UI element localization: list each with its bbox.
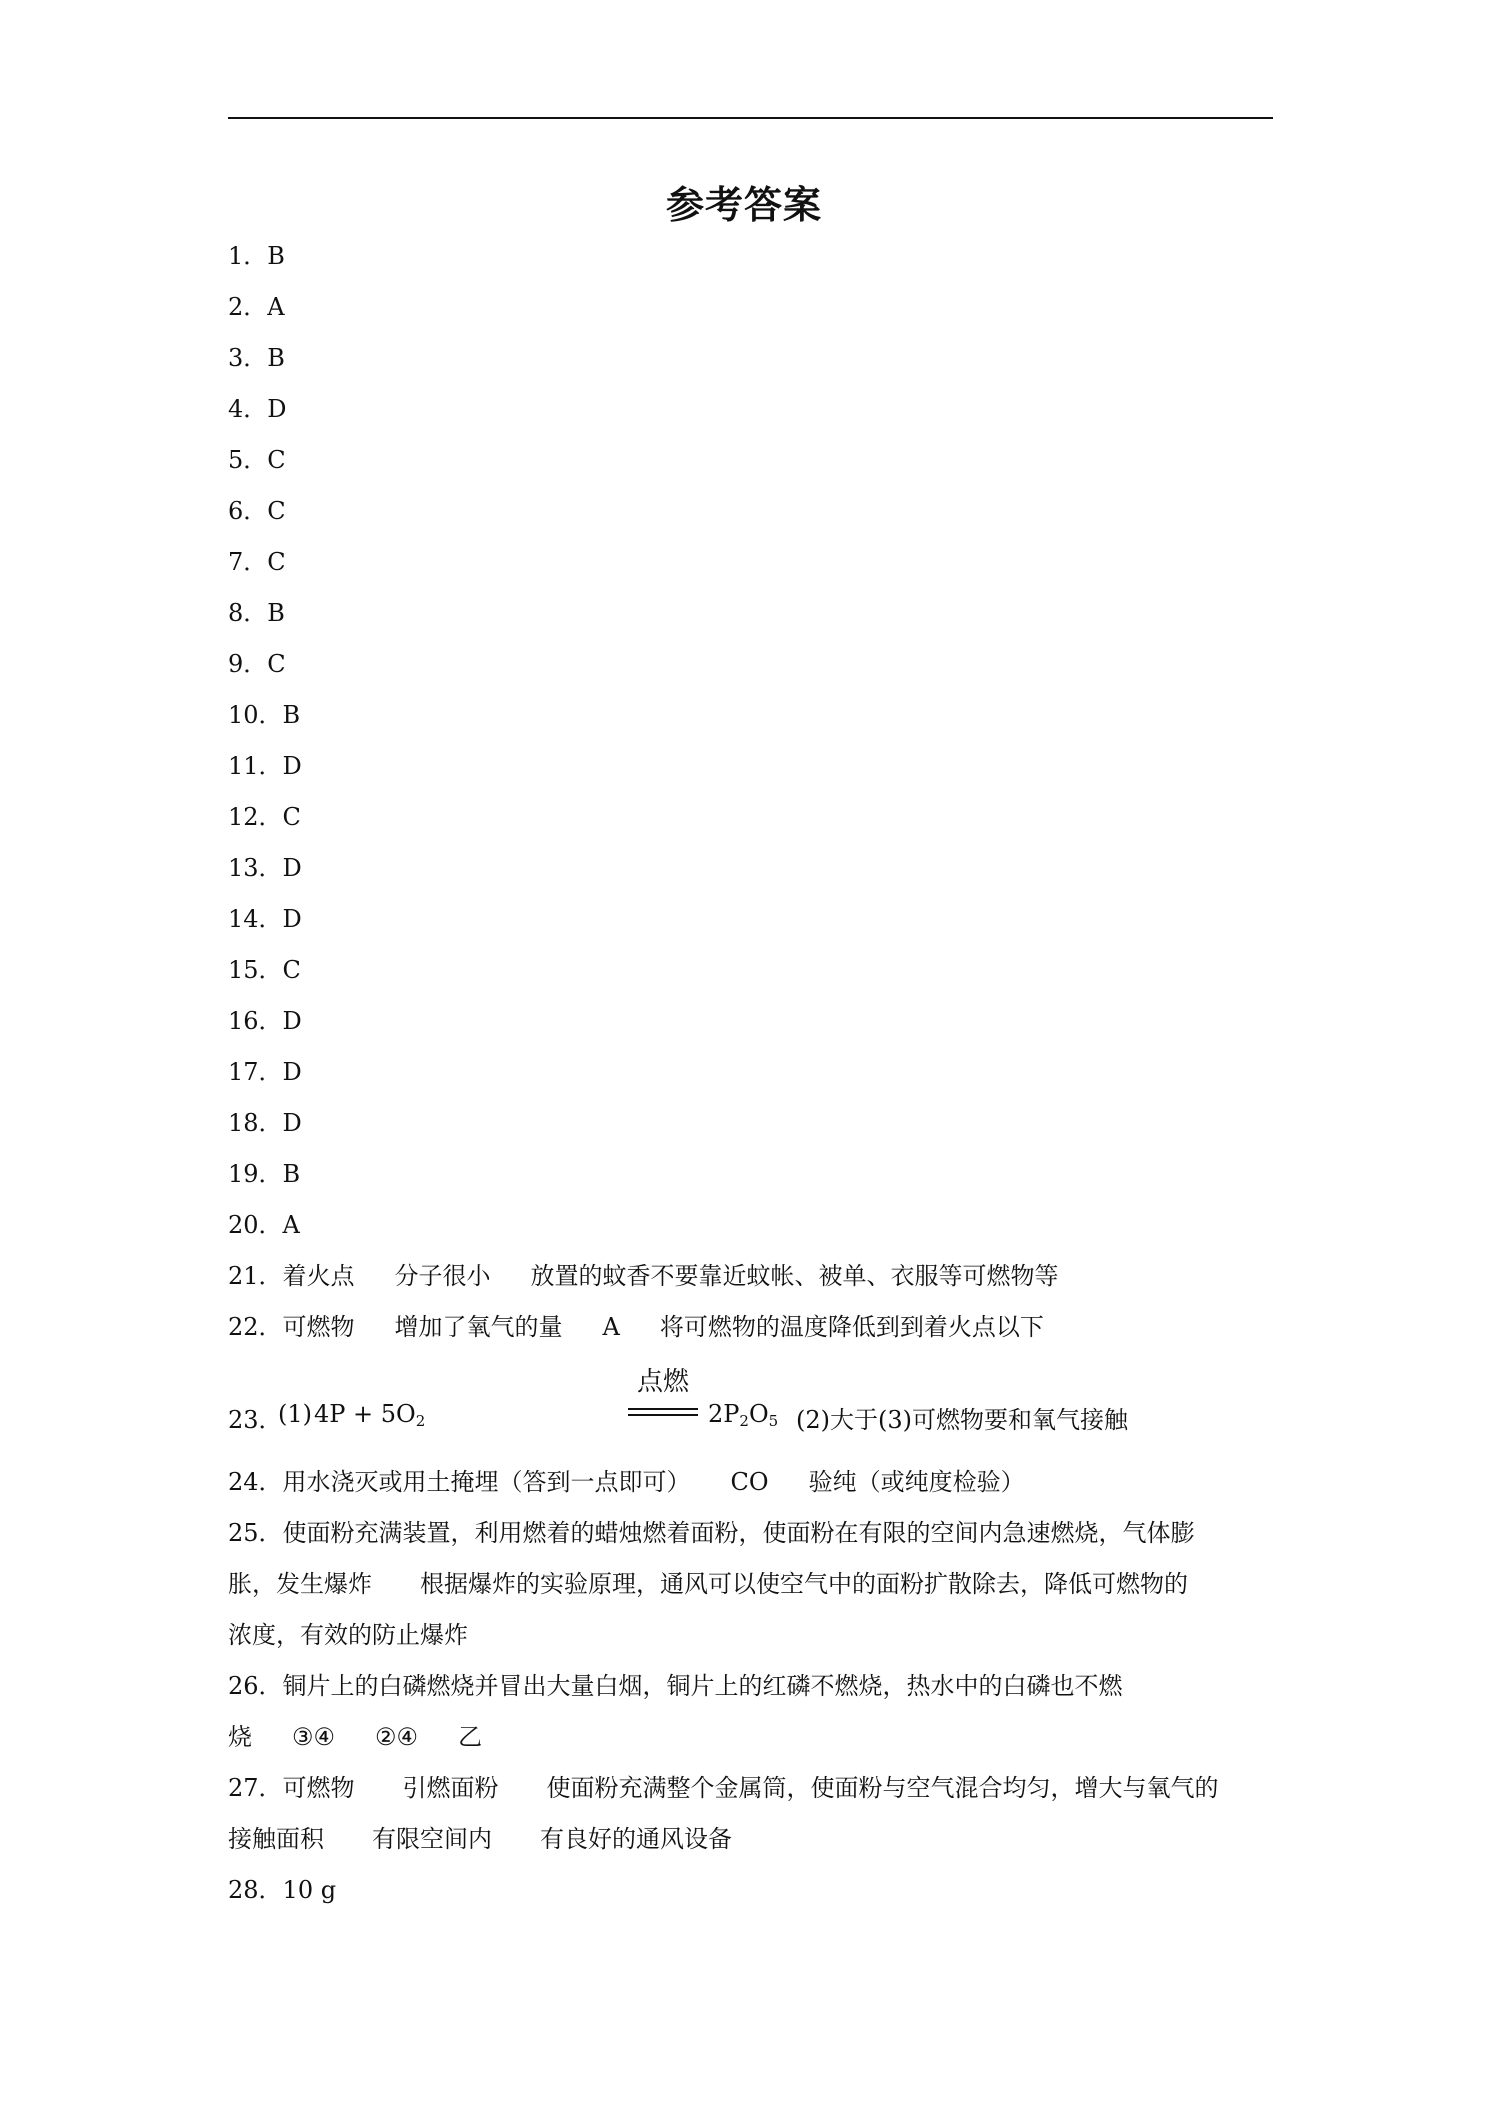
answer-part: A: [602, 1313, 620, 1341]
answer-value: B: [267, 344, 285, 372]
answer-line: 胀，发生爆炸 根据爆炸的实验原理，通风可以使空气中的面粉扩散除去，降低可燃物的: [228, 1570, 1188, 1598]
answer-number: 8．: [228, 599, 268, 627]
answer-number: 21．: [228, 1262, 283, 1290]
answer-number: 7．: [228, 548, 268, 576]
answer-value: A: [282, 1211, 300, 1239]
answer-item: [228, 639, 1276, 690]
answer-item-27: [228, 1763, 1276, 1865]
answer-item-24: [228, 1457, 1276, 1508]
answer-number: 16．: [228, 1007, 283, 1035]
answer-part: ③④: [292, 1723, 336, 1751]
answer-number: 18．: [228, 1109, 283, 1137]
answer-item: [228, 1200, 1276, 1251]
answer-part: ②④: [375, 1723, 419, 1751]
answer-number: 11．: [228, 752, 283, 780]
answer-item-25: [228, 1508, 1276, 1661]
answer-part: 将可燃物的温度降低到到着火点以下: [659, 1313, 1044, 1341]
answer-number: 12．: [228, 803, 283, 831]
answer-item: [228, 741, 1276, 792]
answer-item-26: [228, 1661, 1276, 1763]
answer-tail: (2)大于(3)可燃物要和氧气接触: [796, 1406, 1128, 1434]
answer-line: 浓度，有效的防止爆炸: [228, 1621, 468, 1649]
reaction-condition: 点燃: [636, 1367, 689, 1397]
answer-number: 15．: [228, 956, 283, 984]
answer-value: B: [282, 701, 301, 729]
answer-item: [228, 486, 1276, 537]
answer-item: [228, 333, 1276, 384]
answer-number: 19．: [228, 1160, 283, 1188]
answer-value: D: [282, 1109, 302, 1137]
answer-part: 放置的蚊香不要靠近蚊帐、被单、衣服等可燃物等: [530, 1262, 1059, 1290]
equation-reactants: $4P + 5O_2$: [314, 1400, 426, 1430]
answer-line: 25．使面粉充满装置，利用燃着的蜡烛燃着面粉，使面粉在有限的空间内急速燃烧，气体膨: [228, 1519, 1195, 1547]
answer-value: C: [267, 548, 286, 576]
answer-value: D: [282, 905, 302, 933]
answer-number: 22．: [228, 1313, 283, 1341]
header-rule: [228, 117, 1273, 119]
answer-part: 着火点: [282, 1262, 355, 1290]
answer-number: 28．: [228, 1876, 283, 1904]
answer-line: 26．铜片上的白磷燃烧并冒出大量白烟，铜片上的红磷不燃烧，热水中的白磷也不燃: [228, 1672, 1123, 1700]
answer-value: A: [267, 293, 285, 321]
answer-item-28: [228, 1865, 1276, 1916]
answer-value: D: [282, 1058, 302, 1086]
answer-part: 烧: [228, 1723, 252, 1751]
answer-value: D: [282, 1007, 302, 1035]
answer-number: 23．: [228, 1406, 283, 1434]
answer-part: 增加了氧气的量: [394, 1313, 563, 1341]
answer-number: 5．: [228, 446, 268, 474]
answer-line: 27．可燃物 引燃面粉 使面粉充满整个金属筒，使面粉与空气混合均匀，增大与氧气的: [228, 1774, 1219, 1802]
answer-item: [228, 690, 1276, 741]
answer-number: 6．: [228, 497, 268, 525]
answer-value: C: [267, 650, 286, 678]
answer-item: [228, 843, 1276, 894]
answer-number: 2．: [228, 293, 268, 321]
answer-number: 24．: [228, 1468, 283, 1496]
answer-value: B: [282, 1160, 301, 1188]
answer-value: D: [282, 854, 302, 882]
answer-value: D: [267, 395, 287, 423]
answer-value: 10 g: [282, 1876, 337, 1904]
answer-item: [228, 282, 1276, 333]
answer-number: 10．: [228, 701, 283, 729]
answer-item: [228, 792, 1276, 843]
answer-item: [228, 435, 1276, 486]
answer-part: CO: [730, 1468, 769, 1496]
answer-value: D: [282, 752, 302, 780]
answer-item: [228, 1149, 1276, 1200]
answer-number: 14．: [228, 905, 283, 933]
answer-list: [228, 231, 1276, 1353]
answer-number: 17．: [228, 1058, 283, 1086]
equation-products: $2P_2O_5$: [708, 1400, 779, 1430]
answer-line: 接触面积 有限空间内 有良好的通风设备: [228, 1825, 732, 1853]
answer-item-22: [228, 1302, 1276, 1353]
answer-value: C: [267, 446, 286, 474]
answer-part: 乙: [458, 1723, 483, 1751]
answer-value: C: [267, 497, 286, 525]
answer-number: 13．: [228, 854, 283, 882]
answer-item: [228, 537, 1276, 588]
reaction-equals-sign: [628, 1408, 698, 1416]
answer-item-21: [228, 1251, 1276, 1302]
answer-number: 4．: [228, 395, 268, 423]
answer-item: [228, 894, 1276, 945]
answer-value: C: [282, 956, 301, 984]
answer-number: 9．: [228, 650, 268, 678]
page-title: 参考答案: [665, 183, 822, 227]
answer-item: [228, 588, 1276, 639]
answer-item: [228, 945, 1276, 996]
answer-part: 用水浇灭或用土掩埋（答到一点即可）: [282, 1468, 691, 1496]
answer-item: [228, 996, 1276, 1047]
answer-item: [228, 1098, 1276, 1149]
answer-value: B: [267, 242, 285, 270]
answer-number: 1．: [228, 242, 268, 270]
answer-part: 可燃物: [282, 1313, 355, 1341]
answer-item: [228, 384, 1276, 435]
answer-item: [228, 1047, 1276, 1098]
answer-part: 分子很小: [394, 1262, 491, 1290]
part-label: (1): [278, 1400, 312, 1428]
answer-item: [228, 231, 1276, 282]
answer-number: 3．: [228, 344, 268, 372]
answer-value: C: [282, 803, 301, 831]
answer-value: B: [267, 599, 285, 627]
answer-part: 验纯（或纯度检验）: [808, 1468, 1025, 1496]
answer-number: 20．: [228, 1211, 283, 1239]
